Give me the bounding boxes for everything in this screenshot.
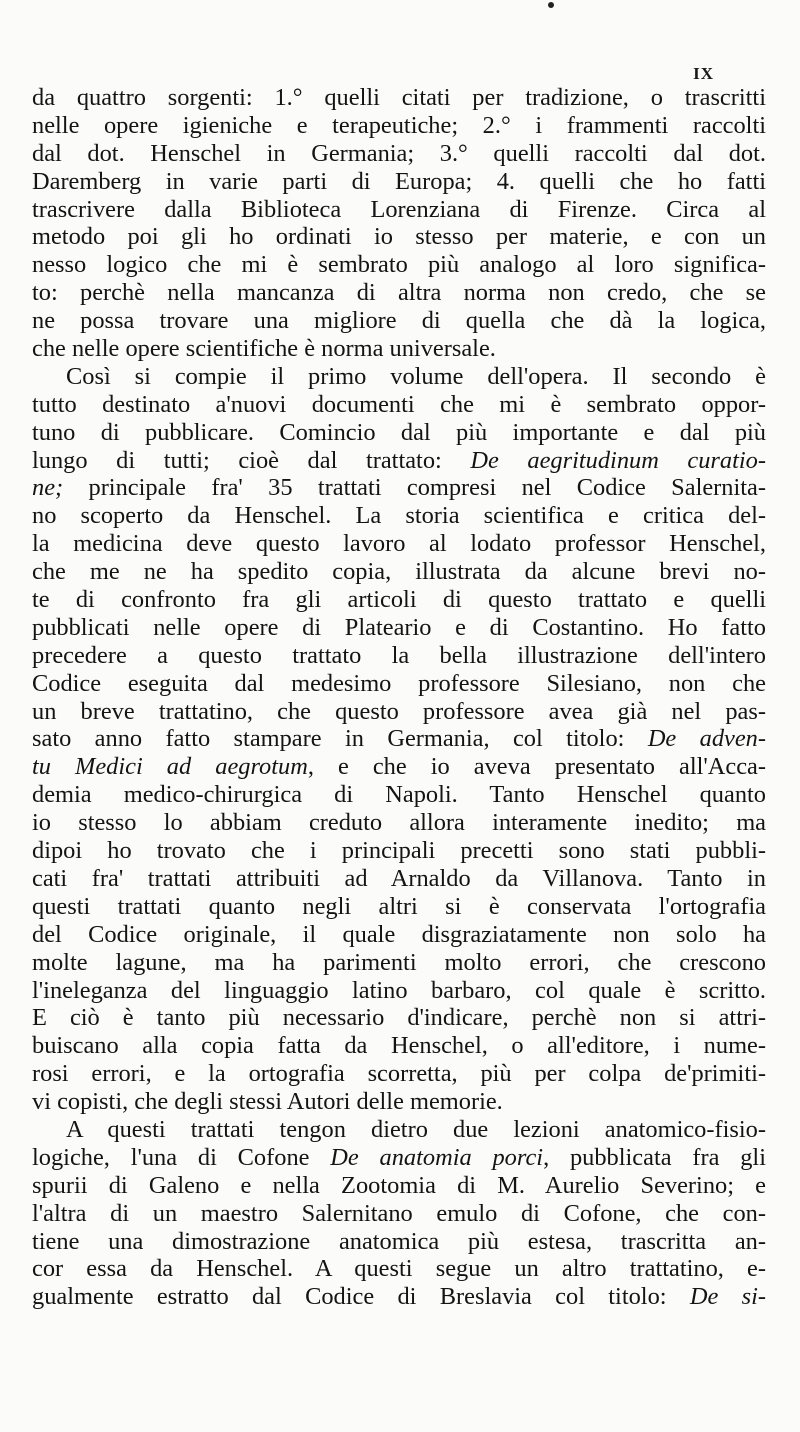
text-line — [32, 1004, 766, 1032]
text-line — [32, 949, 766, 977]
text-line — [32, 865, 766, 893]
text-line — [32, 196, 766, 224]
text-line — [32, 698, 766, 726]
line-text: pubblicati nelle opere di Plateario e di Costantino. Ho fatto — [32, 613, 766, 641]
text-line — [32, 530, 766, 558]
line-text: del Codice originale, il quale disgraziatamente non solo ha — [32, 920, 766, 948]
line-text: Così si compie il primo volume dell'opera. Il secondo è — [66, 362, 766, 390]
text-line — [32, 977, 766, 1005]
line-text: la medicina deve questo lavoro al lodato professor Henschel, — [32, 530, 766, 558]
line-text: trascrivere dalla Biblioteca Lorenziana di Firenze. Circa al — [32, 195, 766, 223]
text-line — [32, 140, 766, 168]
text-line — [32, 1172, 766, 1200]
text-line — [32, 251, 766, 279]
text-line — [32, 223, 766, 251]
line-text: sato anno fatto stampare in Germania, col titolo: — [32, 725, 648, 753]
line-text: gualmente estratto dal Codice di Breslavia col titolo: — [32, 1283, 690, 1311]
text-line — [32, 447, 766, 475]
text-line — [32, 837, 766, 865]
line-text: cor essa da Henschel. A questi segue un altro trattatino, e- — [32, 1255, 766, 1283]
text-line — [32, 474, 766, 502]
text-line — [32, 642, 766, 670]
line-text: vi copisti, che degli stessi Autori delle memorie. — [32, 1088, 503, 1116]
line-text: un breve trattatino, che questo professore avea già nel pas- — [32, 697, 766, 725]
line-text: buiscano alla copia fatta da Henschel, o all'editore, i nume- — [32, 1032, 766, 1060]
text-line — [32, 168, 766, 196]
italic-title: ne; — [32, 474, 64, 502]
line-text: che nelle opere scientifiche è norma universale. — [32, 335, 496, 363]
line-text: nelle opere igieniche e terapeutiche; 2.° i frammenti raccolti — [32, 111, 766, 139]
text-line — [32, 1116, 766, 1144]
line-text: logiche, l'una di Cofone — [32, 1143, 331, 1171]
line-text: dipoi ho trovato che i principali precetti sono stati pubbli- — [32, 837, 766, 865]
line-text: to: perchè nella mancanza di altra norma non credo, che se — [32, 279, 766, 307]
text-line — [32, 279, 766, 307]
text-line — [32, 725, 766, 753]
text-line — [32, 670, 766, 698]
text-line — [32, 1255, 766, 1283]
line-text: l'ineleganza del linguaggio latino barbaro, col quale è scritto. — [32, 976, 766, 1004]
text-line — [32, 1200, 766, 1228]
line-text: cati fra' trattati attribuiti ad Arnaldo da Villanova. Tanto in — [32, 864, 766, 892]
text-line — [32, 1032, 766, 1060]
text-line — [32, 502, 766, 530]
text-line — [32, 921, 766, 949]
ink-speck — [548, 2, 554, 8]
text-line — [32, 809, 766, 837]
line-text: spurii di Galeno e nella Zootomia di M. Aurelio Severino; e — [32, 1171, 766, 1199]
line-text: dal dot. Henschel in Germania; 3.° quelli raccolti dal dot. — [32, 139, 766, 167]
line-text: da quattro sorgenti: 1.° quelli citati per tradizione, o trascritti — [32, 84, 766, 111]
page-number: IX — [693, 64, 714, 83]
text-line — [32, 1060, 766, 1088]
line-text: l'altra di un maestro Salernitano emulo di Cofone, che con- — [32, 1199, 766, 1227]
line-text: A questi trattati tengon dietro due lezioni anatomico-fisio- — [66, 1115, 766, 1143]
text-line — [32, 307, 766, 335]
text-line — [32, 419, 766, 447]
text-line — [32, 112, 766, 140]
line-text: nesso logico che mi è sembrato più analogo al loro significa- — [32, 251, 766, 279]
line-text: che me ne ha spedito copia, illustrata da alcune brevi no- — [32, 558, 766, 586]
line-text: rosi errori, e la ortografia scorretta, più per colpa de'primiti- — [32, 1060, 766, 1088]
text-line — [32, 781, 766, 809]
line-text: molte lagune, ma ha parimenti molto errori, che crescono — [32, 948, 766, 976]
text-line — [32, 363, 766, 391]
text-line — [32, 84, 766, 112]
line-text: no scoperto da Henschel. La storia scientifica e critica del- — [32, 502, 766, 530]
line-text: principale fra' 35 trattati compresi nel Codice Salernita- — [63, 474, 766, 502]
line-text: , pubblicata fra gli — [543, 1143, 766, 1171]
text-line — [32, 1088, 766, 1116]
line-text: tiene una dimostrazione anatomica più estesa, trascritta an- — [32, 1227, 766, 1255]
line-text: te di confronto fra gli articoli di questo trattato e quelli — [32, 586, 766, 614]
line-text: , e che io aveva presentato all'Acca- — [307, 753, 766, 781]
text-line — [32, 1144, 766, 1172]
line-text: demia medico-chirurgica di Napoli. Tanto Henschel quanto — [32, 781, 766, 809]
italic-title: De adven- — [647, 725, 766, 753]
text-line — [32, 586, 766, 614]
italic-title: tu Medici ad aegrotum — [32, 753, 308, 781]
text-line — [32, 1228, 766, 1256]
line-text: E ciò è tanto più necessario d'indicare, perchè non si attri- — [32, 1004, 766, 1032]
text-line — [32, 558, 766, 586]
line-text: Daremberg in varie parti di Europa; 4. quelli che ho fatti — [32, 167, 766, 195]
text-line — [32, 391, 766, 419]
line-text: tuno di pubblicare. Comincio dal più importante e dal più — [32, 418, 766, 446]
line-text: tutto destinato a'nuovi documenti che mi è sembrato oppor- — [32, 390, 766, 418]
line-text: metodo poi gli ho ordinati io stesso per materie, e con un — [32, 223, 766, 251]
text-line — [32, 335, 766, 363]
line-text: Codice eseguita dal medesimo professore Silesiano, non che — [32, 669, 766, 697]
text-line — [32, 614, 766, 642]
italic-title: De si- — [689, 1283, 766, 1311]
line-text: precedere a questo trattato la bella illustrazione dell'intero — [32, 641, 766, 669]
line-text: lungo di tutti; cioè dal trattato: — [32, 446, 471, 474]
line-text: ne possa trovare una migliore di quella che dà la logica, — [32, 307, 766, 335]
body-text — [32, 84, 766, 1311]
line-text: questi trattati quanto negli altri si è conservata l'ortografia — [32, 892, 766, 920]
italic-title: De aegritudinum curatio- — [470, 446, 766, 474]
italic-title: De anatomia porci — [330, 1143, 544, 1171]
text-line — [32, 1283, 766, 1311]
text-line — [32, 893, 766, 921]
line-text: io stesso lo abbiam creduto allora interamente inedito; ma — [32, 809, 766, 837]
text-line — [32, 753, 766, 781]
